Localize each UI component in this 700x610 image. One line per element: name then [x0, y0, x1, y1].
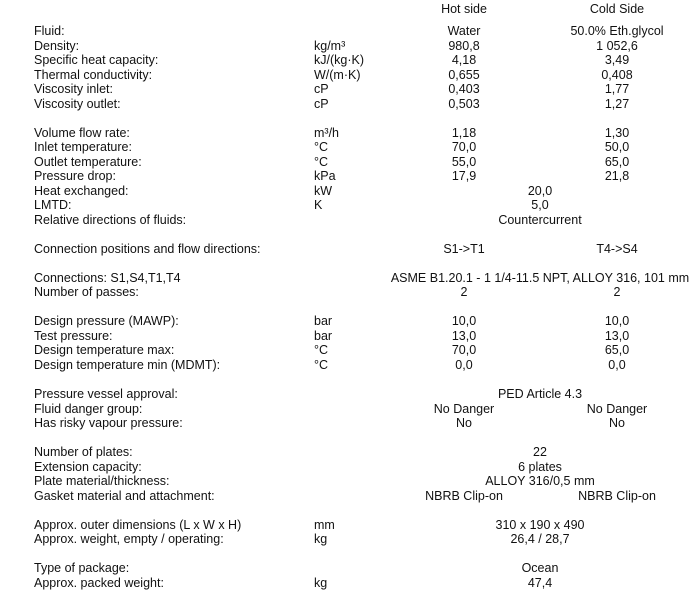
hot-side-value: NBRB Clip-on — [425, 489, 503, 503]
row-unit: K — [314, 198, 323, 212]
hot-side-value: S1->T1 — [443, 242, 485, 256]
hot-side-value: 4,18 — [451, 53, 477, 67]
row-unit: W/(m·K) — [314, 68, 361, 82]
row-label: Viscosity inlet: — [34, 82, 113, 96]
hot-side-value: 17,9 — [451, 169, 477, 183]
row-label: Design pressure (MAWP): — [34, 314, 179, 328]
row-unit: bar — [314, 329, 333, 343]
cold-side-value: 0,408 — [601, 68, 633, 82]
row-label: Density: — [34, 39, 80, 53]
cold-side-value: T4->S4 — [596, 242, 638, 256]
row-label: Number of passes: — [34, 285, 139, 299]
shared-value: 5,0 — [531, 198, 549, 212]
cold-side-value: 0,0 — [608, 358, 626, 372]
row-label: Pressure vessel approval: — [34, 387, 178, 401]
row-label: Fluid: — [34, 24, 65, 38]
row-unit: kg — [314, 532, 328, 546]
row-unit: °C — [314, 358, 329, 372]
shared-value: ASME B1.20.1 - 1 1/4-11.5 NPT, ALLOY 316, 101 mm — [390, 271, 690, 285]
shared-value: Ocean — [521, 561, 559, 575]
shared-value: 310 x 190 x 490 — [495, 518, 585, 532]
shared-value: Countercurrent — [498, 213, 582, 227]
row-label: Connection positions and flow directions: — [34, 242, 261, 256]
row-label: Design temperature min (MDMT): — [34, 358, 221, 372]
cold-side-value: 50,0 — [604, 140, 630, 154]
hot-side-value: 0,0 — [455, 358, 473, 372]
row-label: Viscosity outlet: — [34, 97, 121, 111]
row-label: Heat exchanged: — [34, 184, 129, 198]
hot-side-value: 1,18 — [451, 126, 477, 140]
row-unit: °C — [314, 343, 329, 357]
row-unit: cP — [314, 97, 329, 111]
cold-side-value: 1,77 — [604, 82, 630, 96]
row-label: Approx. outer dimensions (L x W x H) — [34, 518, 242, 532]
row-label: Pressure drop: — [34, 169, 116, 183]
row-label: Outlet temperature: — [34, 155, 142, 169]
hot-side-value: No Danger — [433, 402, 495, 416]
row-label: Inlet temperature: — [34, 140, 132, 154]
cold-side-value: 65,0 — [604, 343, 630, 357]
hot-side-value: 70,0 — [451, 343, 477, 357]
hot-side-value: 55,0 — [451, 155, 477, 169]
cold-side-value: 13,0 — [604, 329, 630, 343]
row-unit: kW — [314, 184, 333, 198]
row-unit: m³/h — [314, 126, 339, 140]
shared-value: 47,4 — [527, 576, 553, 590]
row-label: Fluid danger group: — [34, 402, 143, 416]
row-unit: bar — [314, 314, 333, 328]
cold-side-value: NBRB Clip-on — [578, 489, 656, 503]
row-label: Design temperature max: — [34, 343, 175, 357]
cold-side-value: 65,0 — [604, 155, 630, 169]
cold-side-value: 1,27 — [604, 97, 630, 111]
row-unit: mm — [314, 518, 335, 532]
row-unit: °C — [314, 140, 329, 154]
row-label: Specific heat capacity: — [34, 53, 159, 67]
cold-side-value: No Danger — [586, 402, 648, 416]
cold-side-value: 1,30 — [604, 126, 630, 140]
shared-value: 26,4 / 28,7 — [510, 532, 570, 546]
shared-value: 20,0 — [527, 184, 553, 198]
row-unit: cP — [314, 82, 329, 96]
row-label: Thermal conductivity: — [34, 68, 153, 82]
hot-side-value: 0,655 — [448, 68, 480, 82]
hot-side-value: 70,0 — [451, 140, 477, 154]
row-label: Approx. weight, empty / operating: — [34, 532, 224, 546]
hot-side-value: 13,0 — [451, 329, 477, 343]
hot-side-value: Water — [447, 24, 481, 38]
row-label: Plate material/thickness: — [34, 474, 170, 488]
row-label: Gasket material and attachment: — [34, 489, 215, 503]
row-unit: kPa — [314, 169, 336, 183]
row-label: Relative directions of fluids: — [34, 213, 187, 227]
hot-side-header: Hot side — [441, 2, 487, 16]
cold-side-value: 10,0 — [604, 314, 630, 328]
hot-side-value: 0,403 — [448, 82, 480, 96]
shared-value: PED Article 4.3 — [497, 387, 583, 401]
cold-side-value: 2 — [613, 285, 621, 299]
row-label: Has risky vapour pressure: — [34, 416, 183, 430]
cold-side-header: Cold Side — [589, 2, 645, 16]
row-label: Connections: S1,S4,T1,T4 — [34, 271, 181, 285]
cold-side-value: 21,8 — [604, 169, 630, 183]
row-unit: kg — [314, 576, 328, 590]
row-label: Number of plates: — [34, 445, 133, 459]
row-unit: kg/m³ — [314, 39, 346, 53]
hot-side-value: 10,0 — [451, 314, 477, 328]
hot-side-value: 2 — [460, 285, 468, 299]
row-label: Type of package: — [34, 561, 130, 575]
row-unit: °C — [314, 155, 329, 169]
row-label: Volume flow rate: — [34, 126, 130, 140]
cold-side-value: 3,49 — [604, 53, 630, 67]
row-label: LMTD: — [34, 198, 72, 212]
cold-side-value: 50.0% Eth.glycol — [570, 24, 664, 38]
row-label: Test pressure: — [34, 329, 113, 343]
hot-side-value: No — [456, 416, 472, 430]
hot-side-value: 980,8 — [448, 39, 480, 53]
shared-value: 6 plates — [518, 460, 562, 474]
shared-value: ALLOY 316/0,5 mm — [485, 474, 595, 488]
hot-side-value: 0,503 — [448, 97, 480, 111]
row-unit: kJ/(kg·K) — [314, 53, 364, 67]
shared-value: 22 — [533, 445, 547, 459]
row-label: Extension capacity: — [34, 460, 142, 474]
cold-side-value: 1 052,6 — [596, 39, 638, 53]
row-label: Approx. packed weight: — [34, 576, 164, 590]
cold-side-value: No — [609, 416, 625, 430]
